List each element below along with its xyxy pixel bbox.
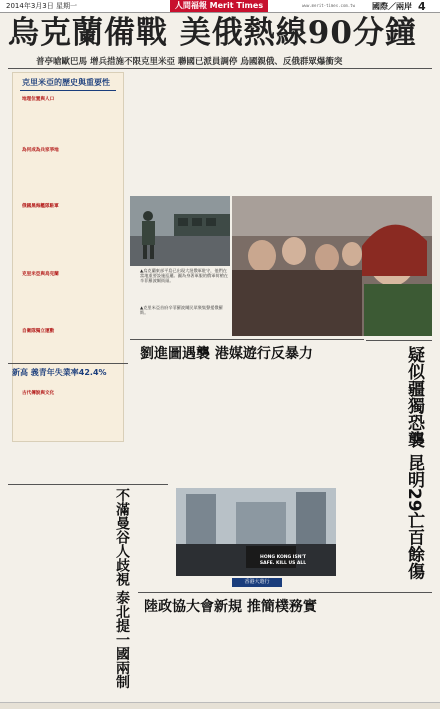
thai-headline: 不滿曼谷人歧視 泰北提一國兩制 <box>114 488 130 689</box>
thai-story-text <box>8 488 110 698</box>
hk-headline: 劉進圖遇襲 港媒遊行反暴力 <box>140 346 313 362</box>
section-label: 國際／兩岸 <box>372 2 412 11</box>
kunming-rule <box>366 340 432 341</box>
sidebar-rule <box>20 90 116 91</box>
kunming-headline: 疑似疆獨恐襲 昆明29亡百餘傷 <box>404 346 424 580</box>
page-number: 4 <box>418 0 426 13</box>
sidebar-section-body <box>22 210 118 265</box>
protest-banner-text: HONG KONG ISN'T SAFE. KILL US ALL <box>259 555 307 566</box>
kunming-story-text-continued <box>338 490 364 592</box>
hk-rule <box>130 339 364 340</box>
main-headline: 烏克蘭備戰 美俄熱線90分鐘 <box>8 15 417 51</box>
hk-story-text <box>130 364 364 482</box>
sidebar-section-heading: 地理位置與人口 <box>22 97 55 102</box>
sidebar-title: 克里米亞的歷史與重要性 <box>22 78 110 87</box>
soldiers-photo-graphic <box>130 196 230 266</box>
youth-rule <box>8 363 128 364</box>
sidebar-section-heading: 克里米亞與烏克蘭 <box>22 272 59 277</box>
main-subhead: 普亭嗆歐巴馬 增兵措施不限克里米亞 聯國已派員調停 烏國親俄、反俄群眾爆衝突 <box>36 57 343 67</box>
website-url: www.merit-times.com.tw <box>302 3 355 8</box>
youth-headline: 新高 義青年失業率42.4% <box>12 368 107 377</box>
cppcc-story-text <box>138 616 432 698</box>
crowd-caption: ▲克里米亞首府辛菲羅波爾民眾聚集聲援俄羅斯。 <box>140 305 223 316</box>
masthead-logo: 人間福報 Merit Times <box>170 0 268 12</box>
soldiers-caption: ▲烏克蘭東部平島已出現大批俄軍駐守，他們在當地重要設施巡邏。圖為身著軍服的俄軍荷槍在辛菲羅波爾街頭。 <box>140 268 228 284</box>
youth-story-text <box>8 380 128 482</box>
thai-story-text-side <box>148 488 168 568</box>
protest-tag: 香港大遊行 <box>232 578 282 587</box>
sidebar-section-heading: 俄國黑海艦隊駐軍 <box>22 204 59 209</box>
sidebar-section-heading: 為何成為兵家爭地 <box>22 148 59 153</box>
cppcc-rule <box>138 592 432 593</box>
cppcc-headline: 陸政協大會新規 推簡樸務實 <box>144 599 317 615</box>
sidebar-section-body <box>22 103 118 137</box>
photo-soldiers <box>130 196 230 266</box>
main-story-text <box>130 72 362 192</box>
bottom-strip <box>0 702 440 709</box>
sidebar-section-body <box>22 278 118 318</box>
sidebar-section-body <box>22 154 118 190</box>
sidebar-section-heading: 古代傳說與文化 <box>22 391 55 396</box>
photo-crowd <box>232 196 432 336</box>
sidebar-section-heading: 自衛隊獨立運動 <box>22 329 55 334</box>
thai-rule <box>8 484 168 485</box>
crowd-photo-graphic <box>232 196 432 336</box>
headline-rule <box>8 68 432 69</box>
issue-date: 2014年3月3日 星期一 <box>6 2 77 10</box>
kunming-story-text <box>366 346 400 592</box>
